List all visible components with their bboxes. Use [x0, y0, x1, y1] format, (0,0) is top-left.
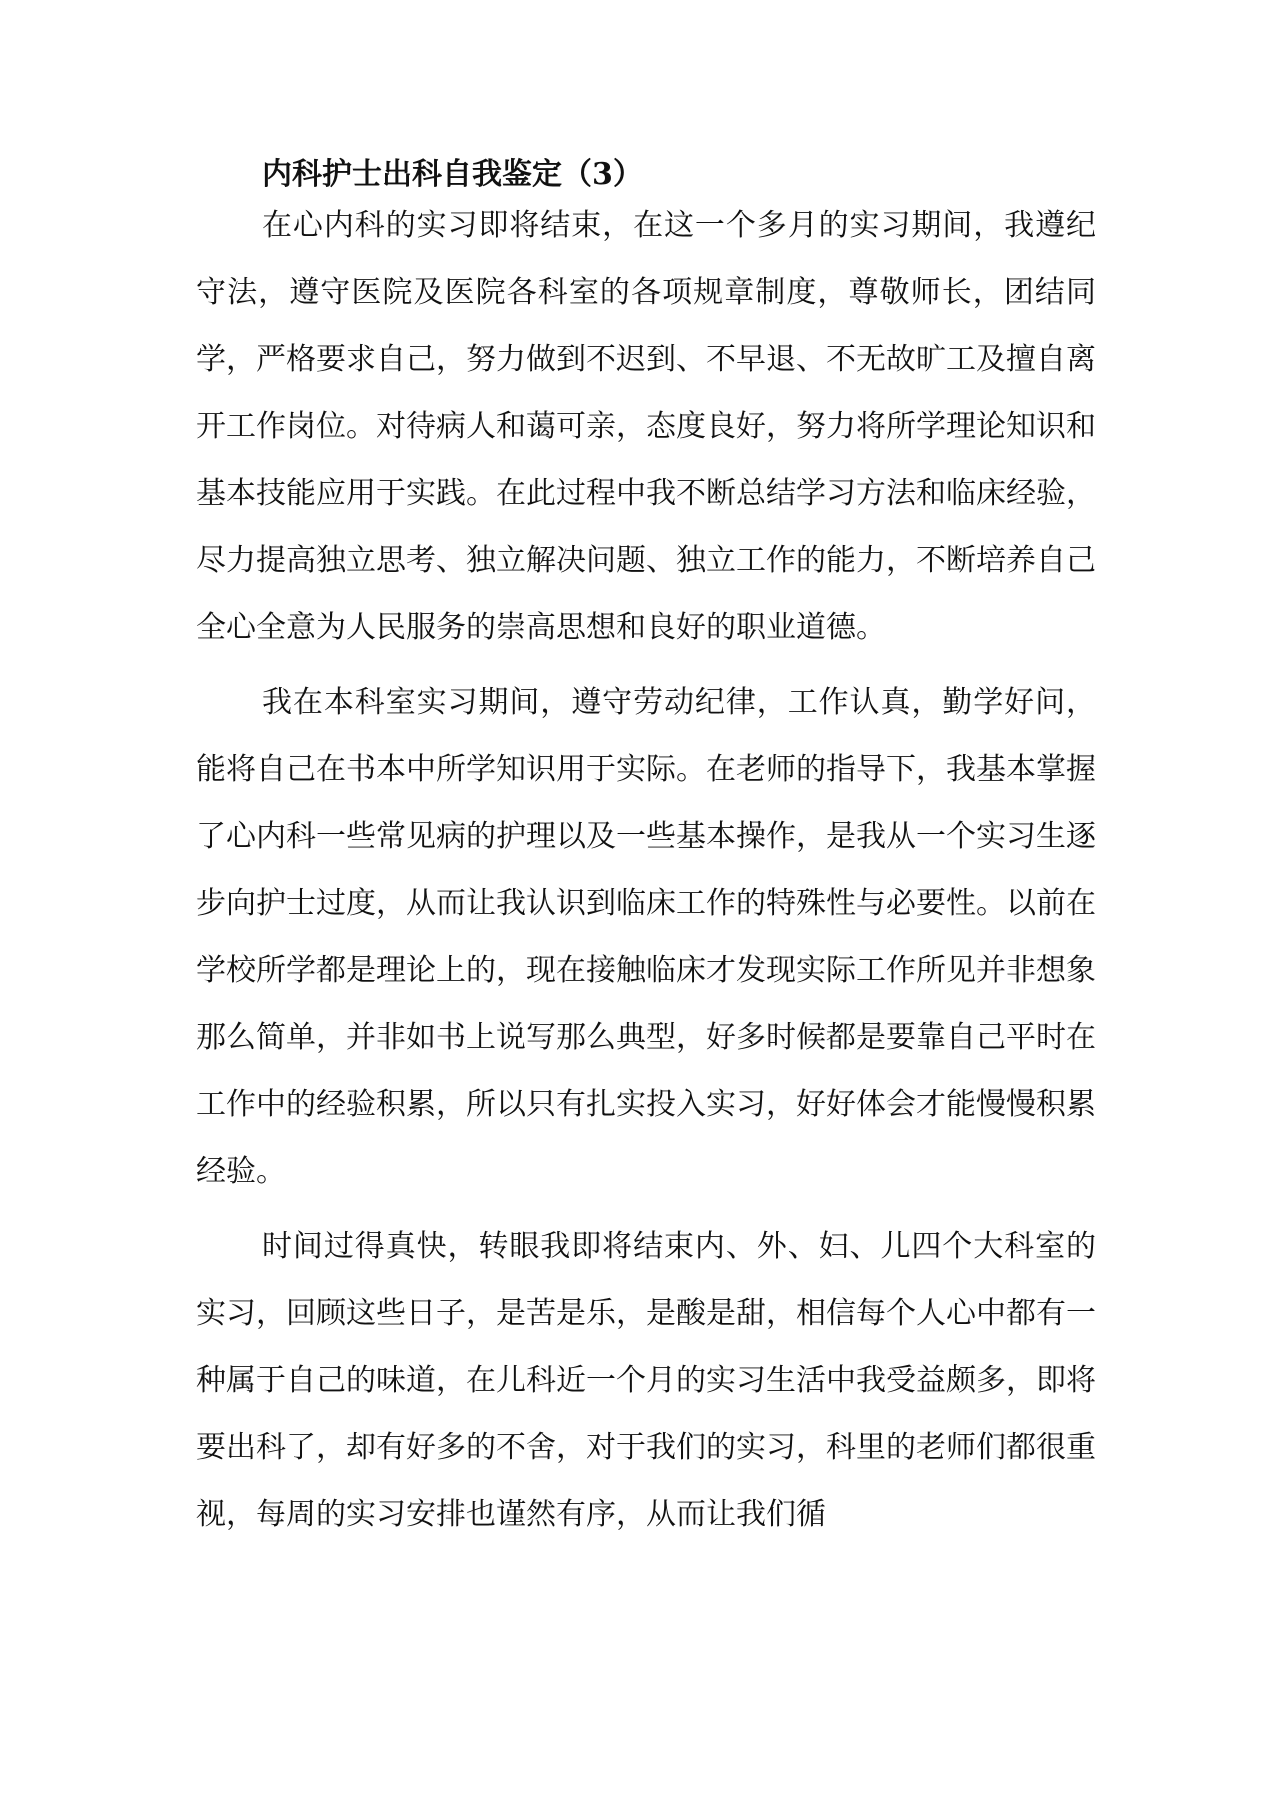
paragraph-1: 在心内科的实习即将结束，在这一个多月的实习期间，我遵纪守法，遵守医院及医院各科室的各项规章制度，尊敬师长，团结同学，严格要求自己，努力做到不迟到、不早退、不无故旷工及擅自离开工作岗位。对待病人和蔼可亲，态度良好，努力将所学理论知识和基本技能应用于实践。在此过程中我不断总结学习方法和临床经验，尽力提高独立思考、独立解决问题、独立工作的能力，不断培养自己全心全意为人民服务的崇高思想和良好的职业道德。 — [196, 208, 1096, 645]
paragraph-3: 时间过得真快，转眼我即将结束内、外、妇、儿四个大科室的实习，回顾这些日子，是苦是乐，是酸是甜，相信每个人心中都有一种属于自己的味道，在儿科近一个月的实习生活中我受益颇多，即将要出科了，却有好多的不舍，对于我们的实习，科里的老师们都很重视，每周的实习安排也谨然有序，从而让我们循 — [196, 1229, 1096, 1532]
paragraph-2: 我在本科室实习期间，遵守劳动纪律，工作认真，勤学好问，能将自己在书本中所学知识用于实际。在老师的指导下，我基本掌握了心内科一些常见病的护理以及一些基本操作，是我从一个实习生逐步向护士过度，从而让我认识到临床工作的特殊性与必要性。以前在学校所学都是理论上的，现在接触临床才发现实际工作所见并非想象那么简单，并非如书上说写那么典型，好多时候都是要靠自己平时在工作中的经验积累，所以只有扎实投入实习，好好体会才能慢慢积累经验。 — [196, 685, 1096, 1189]
document-body — [196, 192, 1096, 1556]
document-title: 内科护士出科自我鉴定（3） — [262, 157, 643, 192]
